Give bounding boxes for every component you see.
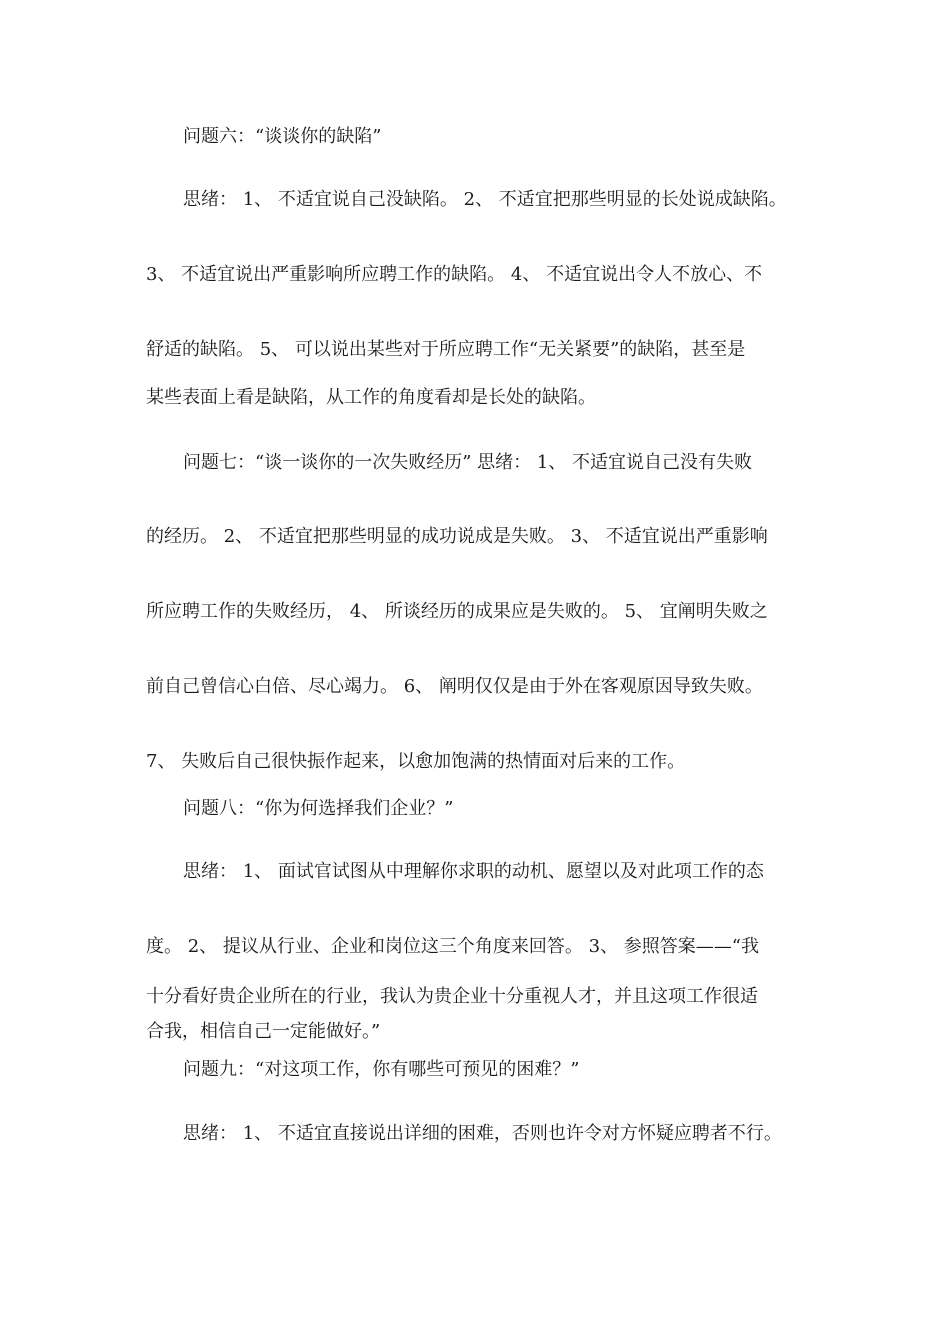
question-7-heading: 问题七：“谈一谈你的一次失败经历” 思绪： 1、 不适宜说自己没有失败 (183, 452, 753, 473)
question-9-heading: 问题九：“对这项工作，你有哪些可预见的困难？” (183, 1059, 580, 1080)
text-line: 舒适的缺陷。 5、 可以说出某些对于所应聘工作“无关紧要”的缺陷，甚至是 (146, 339, 746, 360)
text-line: 思绪： 1、 不适宜直接说出详细的困难，否则也许令对方怀疑应聘者不行。 (183, 1123, 782, 1144)
text-line: 3、 不适宜说出严重影响所应聘工作的缺陷。 4、 不适宜说出令人不放心、不 (146, 264, 763, 285)
text-line: 十分看好贵企业所在的行业，我认为贵企业十分重视人才，并且这项工作很适 (146, 986, 758, 1007)
text-line: 7、 失败后自己很快振作起来，以愈加饱满的热情面对后来的工作。 (146, 751, 686, 772)
text-line: 合我，相信自己一定能做好。” (146, 1021, 381, 1042)
text-line: 度。 2、 提议从行业、企业和岗位这三个角度来回答。 3、 参照答案——“我 (146, 936, 759, 957)
text-line: 的经历。 2、 不适宜把那些明显的成功说成是失败。 3、 不适宜说出严重影响 (146, 526, 768, 547)
text-line: 所应聘工作的失败经历， 4、 所谈经历的成果应是失败的。 5、 宜阐明失败之 (146, 601, 768, 622)
text-line: 思绪： 1、 面试官试图从中理解你求职的动机、愿望以及对此项工作的态 (183, 861, 764, 882)
question-6-heading: 问题六：“谈谈你的缺陷” (183, 126, 382, 147)
question-8-heading: 问题八：“你为何选择我们企业？” (183, 798, 454, 819)
text-line: 思绪： 1、 不适宜说自己没缺陷。 2、 不适宜把那些明显的长处说成缺陷。 (183, 189, 787, 210)
text-line: 某些表面上看是缺陷，从工作的角度看却是长处的缺陷。 (146, 387, 596, 408)
text-line: 前自己曾信心白倍、尽心竭力。 6、 阐明仅仅是由于外在客观原因导致失败。 (146, 676, 763, 697)
